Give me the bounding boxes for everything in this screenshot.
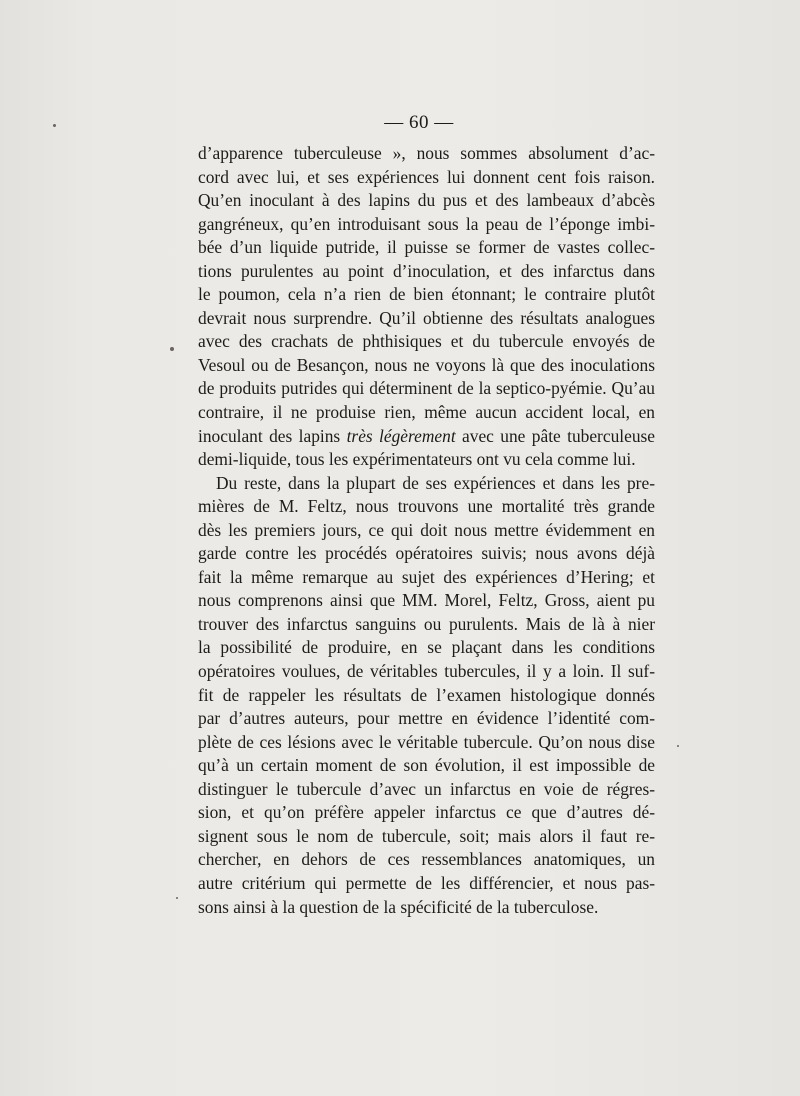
text-segment: demi-liquide, tous les expérimentateurs ont vu cela comme lui. xyxy=(198,449,636,470)
text-line xyxy=(198,636,655,660)
text-segment: dès les premiers jours, ce qui doit nous mettre évidemment en xyxy=(198,519,655,540)
text-segment: opératoires voulues, de véritables tubercules, il y a loin. Il suf- xyxy=(198,661,655,682)
text-segment: fit de rappeler les résultats de l’examen histologique donnés xyxy=(198,684,655,705)
text-line xyxy=(198,801,655,825)
text-line xyxy=(198,307,655,331)
text-segment: plète de ces lésions avec le véritable tubercule. Qu’on nous dise xyxy=(198,731,655,752)
text-segment: contraire, il ne produise rien, même aucun accident local, en xyxy=(198,402,655,423)
text-segment: la possibilité de produire, en se plaçant dans les conditions xyxy=(198,637,655,658)
text-segment: par d’autres auteurs, pour mettre en évidence l’identité com- xyxy=(198,708,655,729)
text-line xyxy=(198,425,655,449)
text-segment: devrait nous surprendre. Qu’il obtienne des résultats analogues xyxy=(198,307,655,328)
text-line xyxy=(198,589,655,613)
text-line xyxy=(198,778,655,802)
text-segment: Vesoul ou de Besançon, nous ne voyons là que des inoculations xyxy=(198,354,655,375)
text-line xyxy=(198,330,655,354)
text-line xyxy=(198,872,655,896)
text-segment: Du reste, dans la plupart de ses expériences et dans les pre- xyxy=(216,472,655,493)
text-line xyxy=(198,660,655,684)
text-segment: tions purulentes au point d’inoculation, et des infarctus dans xyxy=(198,260,655,281)
text-segment: distinguer le tubercule d’avec un infarctus en voie de régres- xyxy=(198,778,655,799)
text-line xyxy=(198,260,655,284)
text-segment: avec une pâte tuberculeuse xyxy=(455,425,655,446)
text-segment: gangréneux, qu’en introduisant sous la peau de l’éponge imbi- xyxy=(198,213,655,234)
text-line xyxy=(198,189,655,213)
text-segment: sion, et qu’on préfère appeler infarctus ce que d’autres dé- xyxy=(198,802,655,823)
text-line xyxy=(198,472,655,496)
text-line xyxy=(198,354,655,378)
text-segment: cord avec lui, et ses expériences lui donnent cent fois raison. xyxy=(198,166,655,187)
text-segment: sons ainsi à la question de la spécificité de la tuberculose. xyxy=(198,896,599,917)
ink-speck xyxy=(170,347,174,351)
text-line xyxy=(198,448,655,472)
text-segment: signent sous le nom de tubercule, soit; mais alors il faut re- xyxy=(198,825,655,846)
text-segment: garde contre les procédés opératoires suivis; nous avons déjà xyxy=(198,543,655,564)
text-line xyxy=(198,519,655,543)
text-segment: avec des crachats de phthisiques et du tubercule envoyés de xyxy=(198,331,655,352)
text-segment: bée d’un liquide putride, il puisse se former de vastes collec- xyxy=(198,237,655,258)
text-segment: qu’à un certain moment de son évolution, il est impossible de xyxy=(198,755,655,776)
text-line xyxy=(198,142,655,166)
text-segment: le poumon, cela n’a rien de bien étonnant; le contraire plutôt xyxy=(198,284,655,305)
text-line xyxy=(198,684,655,708)
text-line xyxy=(198,283,655,307)
text-segment: nous comprenons ainsi que MM. Morel, Feltz, Gross, aient pu xyxy=(198,590,655,611)
text-line xyxy=(198,848,655,872)
text-segment: fait la même remarque au sujet des expériences d’Hering; et xyxy=(198,566,655,587)
ink-speck xyxy=(176,897,178,899)
text-line xyxy=(198,236,655,260)
text-line xyxy=(198,896,655,920)
text-line xyxy=(198,613,655,637)
text-segment: Qu’en inoculant à des lapins du pus et des lambeaux d’abcès xyxy=(198,190,655,211)
text-line xyxy=(198,401,655,425)
text-segment: de produits putrides qui déterminent de la septico-pyémie. Qu’au xyxy=(198,378,655,399)
ink-speck xyxy=(53,124,56,127)
text-line xyxy=(198,377,655,401)
text-segment: d’apparence tuberculeuse », nous sommes absolument d’ac- xyxy=(198,143,655,163)
ink-speck xyxy=(677,745,679,747)
text-line xyxy=(198,707,655,731)
text-segment: trouver des infarctus sanguins ou purulents. Mais de là à nier xyxy=(198,613,655,634)
text-line xyxy=(198,495,655,519)
text-line xyxy=(198,542,655,566)
text-segment: mières de M. Feltz, nous trouvons une mortalité très grande xyxy=(198,496,655,517)
text-line xyxy=(198,566,655,590)
body-text xyxy=(198,142,655,919)
text-line xyxy=(198,825,655,849)
text-segment: inoculant des lapins xyxy=(198,425,347,446)
text-line xyxy=(198,731,655,755)
italic-text: très légèrement xyxy=(346,425,456,446)
text-line xyxy=(198,166,655,190)
text-line xyxy=(198,754,655,778)
text-line xyxy=(198,213,655,237)
text-segment: autre critérium qui permette de les différencier, et nous pas- xyxy=(198,872,655,893)
text-segment: chercher, en dehors de ces ressemblances anatomiques, un xyxy=(198,849,655,870)
page-number: — 60 — xyxy=(384,112,454,133)
